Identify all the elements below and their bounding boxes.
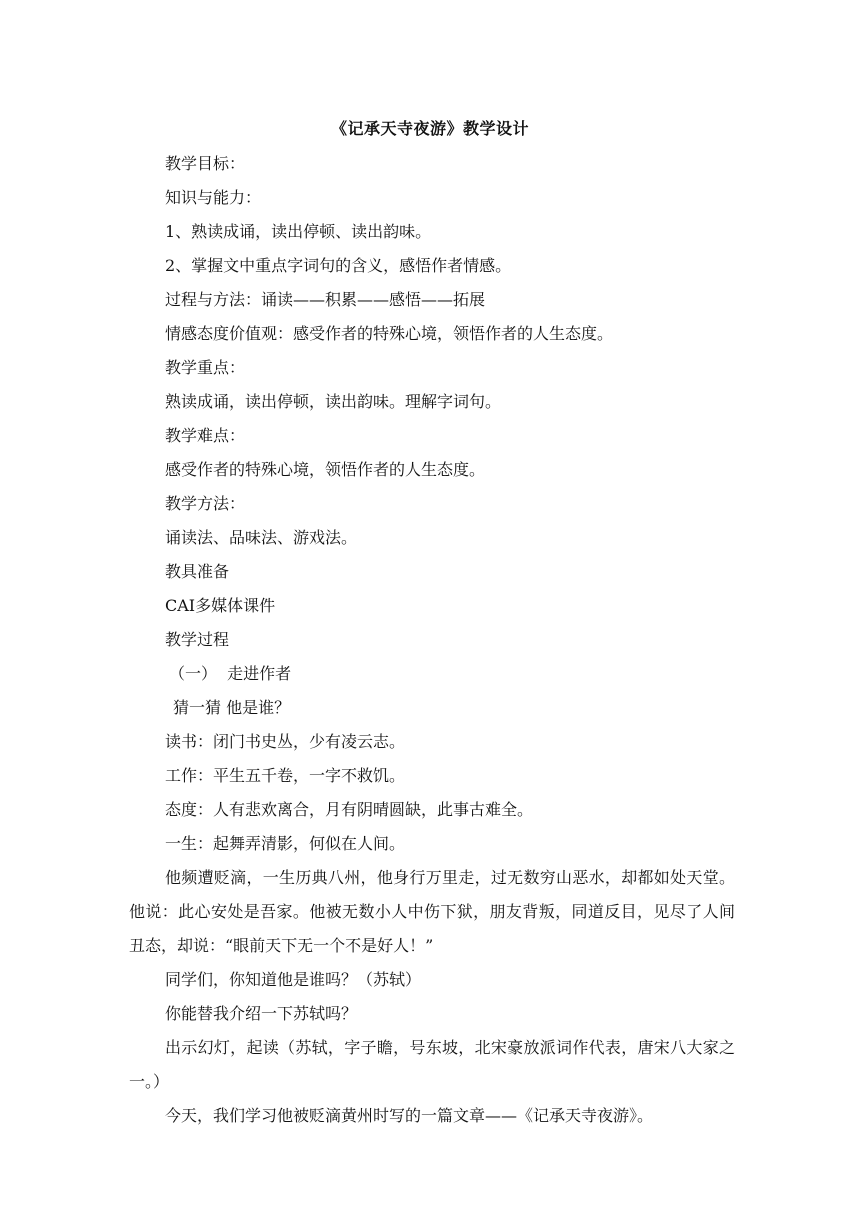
difficulty-heading: 教学难点：	[165, 426, 246, 445]
document-body	[129, 147, 735, 1133]
knowledge-item-1: 1、熟读成诵，读出停顿、读出韵味。	[165, 222, 432, 241]
tools-heading: 教具准备	[165, 562, 230, 581]
document-title: 《记承天寺夜游》教学设计	[330, 119, 529, 138]
slide-reading-paragraph: 出示幻灯，起读（苏轼，字子瞻，号东坡，北宋豪放派词作代表，唐宋八大家之一。）	[129, 1038, 735, 1091]
keypoint-heading: 教学重点：	[165, 358, 246, 377]
keypoint-text: 熟读成诵，读出停顿，读出韵味。理解字词句。	[165, 392, 502, 411]
question-1: 同学们，你知道他是谁吗？（苏轼）	[165, 970, 422, 989]
tools-text: CAI多媒体课件	[165, 596, 276, 615]
life-paragraph: 他频遭贬滴，一生历典八州，他身行万里走，过无数穷山恶水，却都如处天堂。他说：此心安处是吾家。他被无数小人中伤下狱，朋友背叛，同道反目，见尽了人间丑态，却说：“眼前天下无一个不是好人！”	[129, 868, 735, 955]
work-line: 工作：平生五千卷，一字不救饥。	[165, 766, 406, 785]
difficulty-text: 感受作者的特殊心境，领悟作者的人生态度。	[165, 460, 486, 479]
section-heading-1: （一） 走进作者	[169, 664, 292, 683]
objectives-heading: 教学目标：	[165, 154, 246, 173]
method-heading: 教学方法：	[165, 494, 246, 513]
knowledge-heading: 知识与能力：	[165, 188, 262, 207]
attitude-line: 态度：人有悲欢离合，月有阴晴圆缺，此事古难全。	[165, 800, 534, 819]
process-method-line: 过程与方法：诵读——积累——感悟——拓展	[165, 290, 486, 309]
question-2: 你能替我介绍一下苏轼吗？	[165, 1004, 358, 1023]
knowledge-item-2: 2、掌握文中重点字词句的含义，感悟作者情感。	[165, 256, 512, 275]
guess-line: 猜一猜 他是谁？	[173, 698, 291, 717]
emotion-line: 情感态度价值观：感受作者的特殊心境，领悟作者的人生态度。	[165, 324, 614, 343]
life-line: 一生：起舞弄清影，何似在人间。	[165, 834, 406, 853]
today-line: 今天，我们学习他被贬滴黄州时写的一篇文章——《记承天寺夜游》。	[165, 1106, 654, 1125]
process-heading: 教学过程	[165, 630, 230, 649]
reading-line: 读书：闭门书史丛，少有凌云志。	[165, 732, 406, 751]
method-text: 诵读法、品味法、游戏法。	[165, 528, 358, 547]
